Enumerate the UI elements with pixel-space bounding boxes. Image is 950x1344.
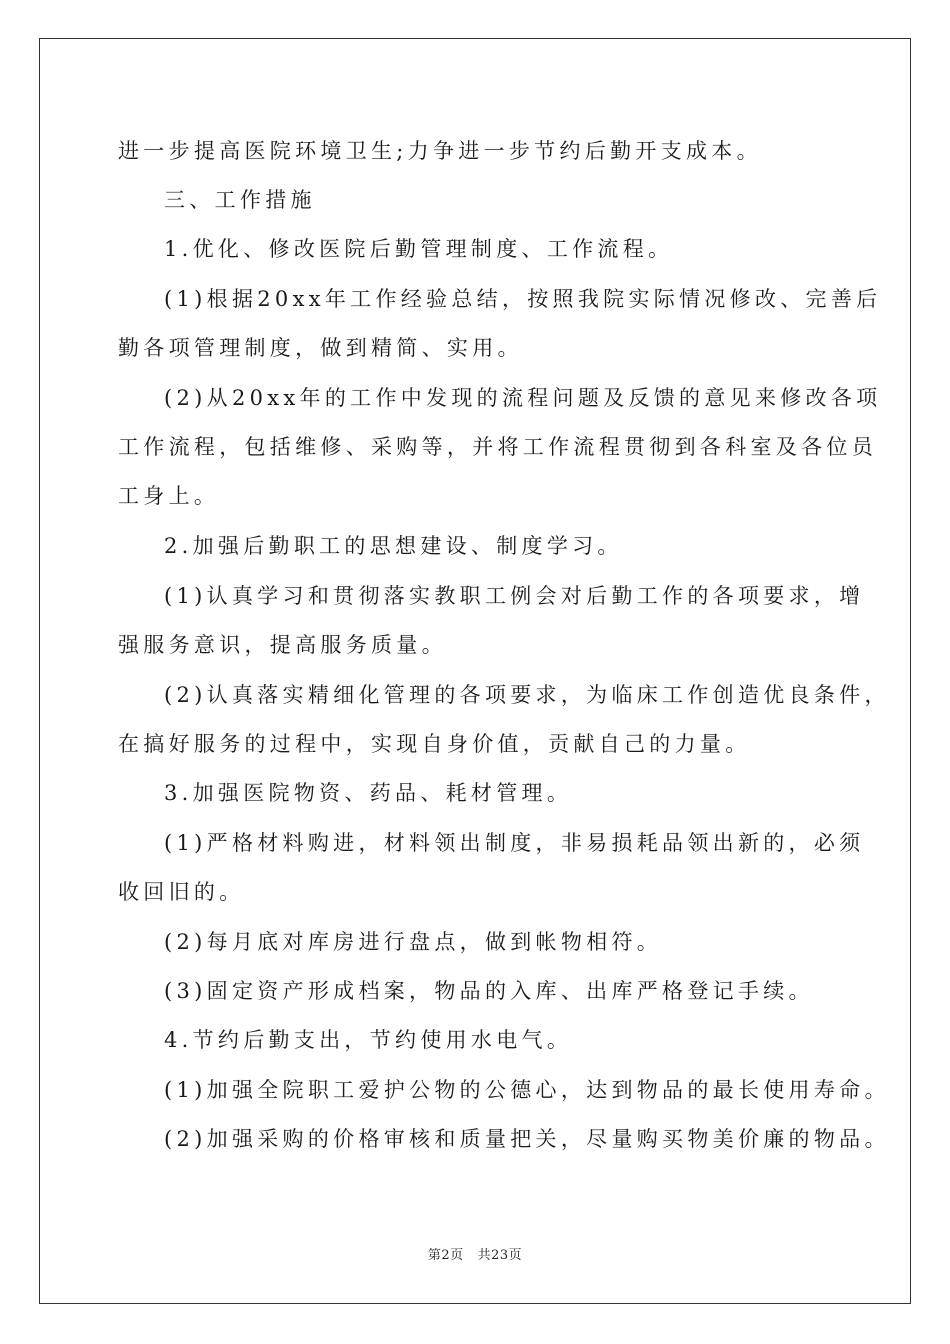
paragraph-line: (1)严格材料购进，材料领出制度，非易损耗品领出新的，必须 bbox=[164, 831, 865, 855]
subsection-heading: 4.节约后勤支出，节约使用水电气。 bbox=[164, 1028, 573, 1052]
paragraph-line: 勤各项管理制度，做到精简、实用。 bbox=[118, 336, 523, 360]
paragraph-line: 进一步提高医院环境卫生;力争进一步节约后勤开支成本。 bbox=[118, 139, 762, 163]
section-heading: 三、工作措施 bbox=[164, 188, 316, 212]
paragraph-line: (3)固定资产形成档案，物品的入库、出库严格登记手续。 bbox=[164, 979, 814, 1003]
page-footer bbox=[0, 1248, 950, 1264]
paragraph-line: 在搞好服务的过程中，实现自身价值，贡献自己的力量。 bbox=[118, 732, 751, 756]
paragraph-line: (2)认真落实精细化管理的各项要求，为临床工作创造优良条件， bbox=[164, 683, 890, 707]
paragraph-line: (2)加强采购的价格审核和质量把关，尽量购买物美价廉的物品。 bbox=[164, 1127, 890, 1151]
paragraph-line: (1)加强全院职工爱护公物的公德心，达到物品的最长使用寿命。 bbox=[164, 1078, 890, 1102]
paragraph-line: (1)根据20xx年工作经验总结，按照我院实际情况修改、完善后 bbox=[164, 287, 882, 311]
page-number: 第2页 bbox=[427, 1248, 464, 1263]
page-border bbox=[39, 38, 911, 1304]
paragraph-line: (2)从20xx年的工作中发现的流程问题及反馈的意见来修改各项 bbox=[164, 386, 882, 410]
subsection-heading: 3.加强医院物资、药品、耗材管理。 bbox=[164, 781, 573, 805]
subsection-heading: 2.加强后勤职工的思想建设、制度学习。 bbox=[164, 534, 623, 558]
paragraph-line: 强服务意识，提高服务质量。 bbox=[118, 633, 447, 657]
page-total: 共23页 bbox=[477, 1248, 523, 1263]
paragraph-line: 工身上。 bbox=[118, 484, 220, 508]
paragraph-line: (1)认真学习和贯彻落实教职工例会对后勤工作的各项要求，增 bbox=[164, 584, 865, 608]
paragraph-line: 工作流程，包括维修、采购等，并将工作流程贯彻到各科室及各位员 bbox=[118, 435, 877, 459]
paragraph-line: 收回旧的。 bbox=[118, 880, 245, 904]
subsection-heading: 1.优化、修改医院后勤管理制度、工作流程。 bbox=[164, 237, 674, 261]
paragraph-line: (2)每月底对库房进行盘点，做到帐物相符。 bbox=[164, 930, 663, 954]
